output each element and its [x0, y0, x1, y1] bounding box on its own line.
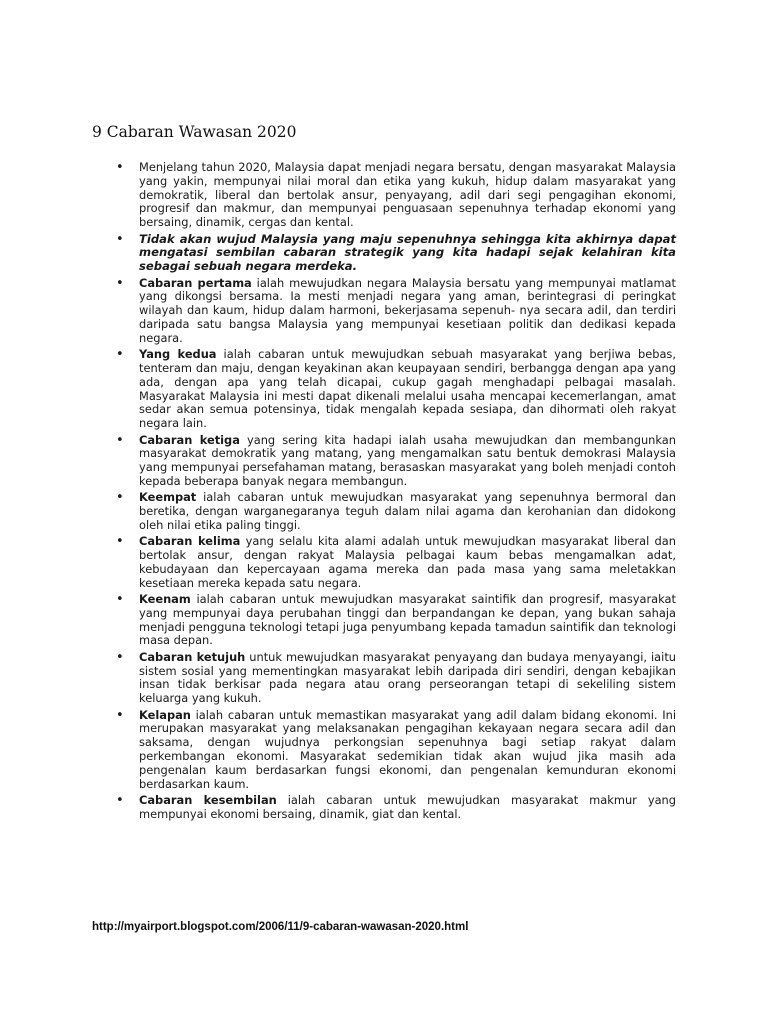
list-item: [116, 535, 676, 590]
list-item: [116, 491, 676, 532]
item-text: ialah cabaran untuk mewujudkan sebuah masyarakat yang berjiwa bebas, tenteram dan maju, dengan keyakinan akan keupayaan sendiri, berbangga dengan apa yang ada, dengan apa yang telah dicapai, cukup gagah menghadapi pelbagai masalah. Masyarakat Malaysia ini mesti dapat dikenali melalui usaha mencapai kecemerlangan, amat sedar akan semua potensinya, tidak mengalah kepada sesiapa, dan dihormati oleh rakyat negara lain.: [139, 347, 676, 431]
item-text: untuk mewujudkan masyarakat penyayang dan budaya menyayangi, iaitu sistem sosial yang mementingkan masyarakat lebih daripada diri sendiri, dengan kebajikan insan tidak berkisar pada negara atau orang perseorangan tetapi di sekeliling sistem keluarga yang kukuh.: [139, 649, 677, 706]
bullet-icon: •: [116, 160, 124, 175]
item-text: ialah cabaran untuk memastikan masyarakat yang adil dalam bidang ekonomi. Ini merupakan masyarakat yang melaksanakan pengagihan kekayaan negara secara adil dan saksama, dengan wujudnya perkongsian sepenuhnya bagi setiap rakyat dalam perkembangan ekonomi. Masyarakat sedemikian tidak akan wujud jika masih ada pengenalan kaum berdasarkan fungsi ekonomi, dan pengenalan kemunduran ekonomi berdasarkan kaum.: [139, 707, 676, 791]
bullet-icon: •: [116, 592, 124, 608]
bullet-icon: •: [116, 534, 124, 550]
item-lead: Keenam: [139, 592, 191, 607]
bullet-icon: •: [116, 793, 124, 808]
item-text: yang selalu kita alami adalah untuk mewujudkan masyarakat liberal dan bertolak ansur, dengan rakyat Malaysia pelbagai kaum bebas mengamalkan adat, kebudayaan dan kepercayaan agama mereka dan pada masa yang sama meletakkan kesetiaan mereka kepada satu negara.: [139, 534, 676, 590]
list-item: [116, 161, 676, 230]
item-lead: Cabaran ketiga: [139, 432, 240, 447]
item-lead: Cabaran kesembilan: [139, 793, 277, 807]
document-title: 9 Cabaran Wawasan 2020: [92, 123, 297, 141]
list-item: [116, 709, 676, 792]
item-text: Tidak akan wujud Malaysia yang maju sepenuhnya sehingga kita akhirnya dapat mengatasi sembilan cabaran strategik yang kita hadapi sejak kelahiran kita sebagai sebuah negara merdeka.: [139, 231, 676, 274]
bullet-icon: •: [116, 275, 124, 291]
list-item: [116, 651, 676, 706]
list-item: [116, 277, 676, 346]
item-lead: Keempat: [139, 490, 197, 505]
item-lead: Cabaran ketujuh: [139, 649, 246, 664]
list-item: [116, 233, 676, 274]
bullet-icon: •: [116, 231, 124, 247]
item-text: ialah cabaran untuk mewujudkan masyarakat makmur yang mempunyai ekonomi bersaing, dinamik, giat dan kental.: [139, 793, 676, 821]
list-item: [116, 593, 676, 648]
bullet-icon: •: [116, 707, 124, 723]
bullet-icon: •: [116, 649, 124, 665]
challenge-list: [116, 161, 676, 824]
item-lead: Yang kedua: [139, 347, 217, 362]
item-lead: Kelapan: [139, 707, 191, 722]
item-text: yang sering kita hadapi ialah usaha mewujudkan dan membangunkan masyarakat demokratik yang matang, yang mengamalkan satu bentuk demokrasi Malaysia yang mempunyai persefahaman matang, berasaskan masyarakat yang boleh menjadi contoh kepada beberapa banyak negara membangun.: [139, 432, 676, 488]
bullet-icon: •: [116, 490, 124, 506]
item-text: ialah mewujudkan negara Malaysia bersatu yang mempunyai matlamat yang dikongsi bersama. Ia mesti menjadi negara yang aman, berintegrasi di peringkat wilayah dan kaum, hidup dalam harmoni, bekerjasama sepenuh- nya secara adil, dan terdiri daripada satu bangsa Malaysia yang mempunyai kesetiaan politik dan dedikasi kepada negara.: [139, 275, 676, 345]
source-url: http://myairport.blogspot.com/2006/11/9-cabaran-wawasan-2020.html: [92, 921, 469, 933]
item-text: Menjelang tahun 2020, Malaysia dapat menjadi negara bersatu, dengan masyarakat Malaysia yang yakin, mempunyai nilai moral dan etika yang kukuh, hidup dalam masyarakat yang demokratik, liberal dan bertolak ansur, penyayang, adil dari segi pengagihan ekonomi, progresif dan makmur, dan mempunyai penguasaan sepenuhnya terhadap ekonomi yang bersaing, dinamik, cergas dan kental.: [139, 160, 676, 230]
item-text: ialah cabaran untuk mewujudkan masyarakat saintifik dan progresif, masyarakat yang mempunyai daya perubahan tinggi dan berpandangan ke depan, yang bukan sahaja menjadi pengguna teknologi tetapi juga penyumbang kepada tamadun saintifik dan teknologi masa depan.: [139, 592, 677, 648]
list-item: [116, 348, 676, 431]
list-item: [116, 794, 676, 822]
list-item: [116, 434, 676, 489]
item-lead: Cabaran pertama: [139, 275, 252, 290]
item-lead: Cabaran kelima: [139, 534, 241, 549]
item-text: ialah cabaran untuk mewujudkan masyarakat yang sepenuhnya bermoral dan beretika, dengan warganegaranya teguh dalam nilai agama dan kerohanian dan didokong oleh nilai etika paling tinggi.: [139, 490, 676, 532]
bullet-icon: •: [116, 432, 124, 448]
bullet-icon: •: [116, 347, 124, 363]
